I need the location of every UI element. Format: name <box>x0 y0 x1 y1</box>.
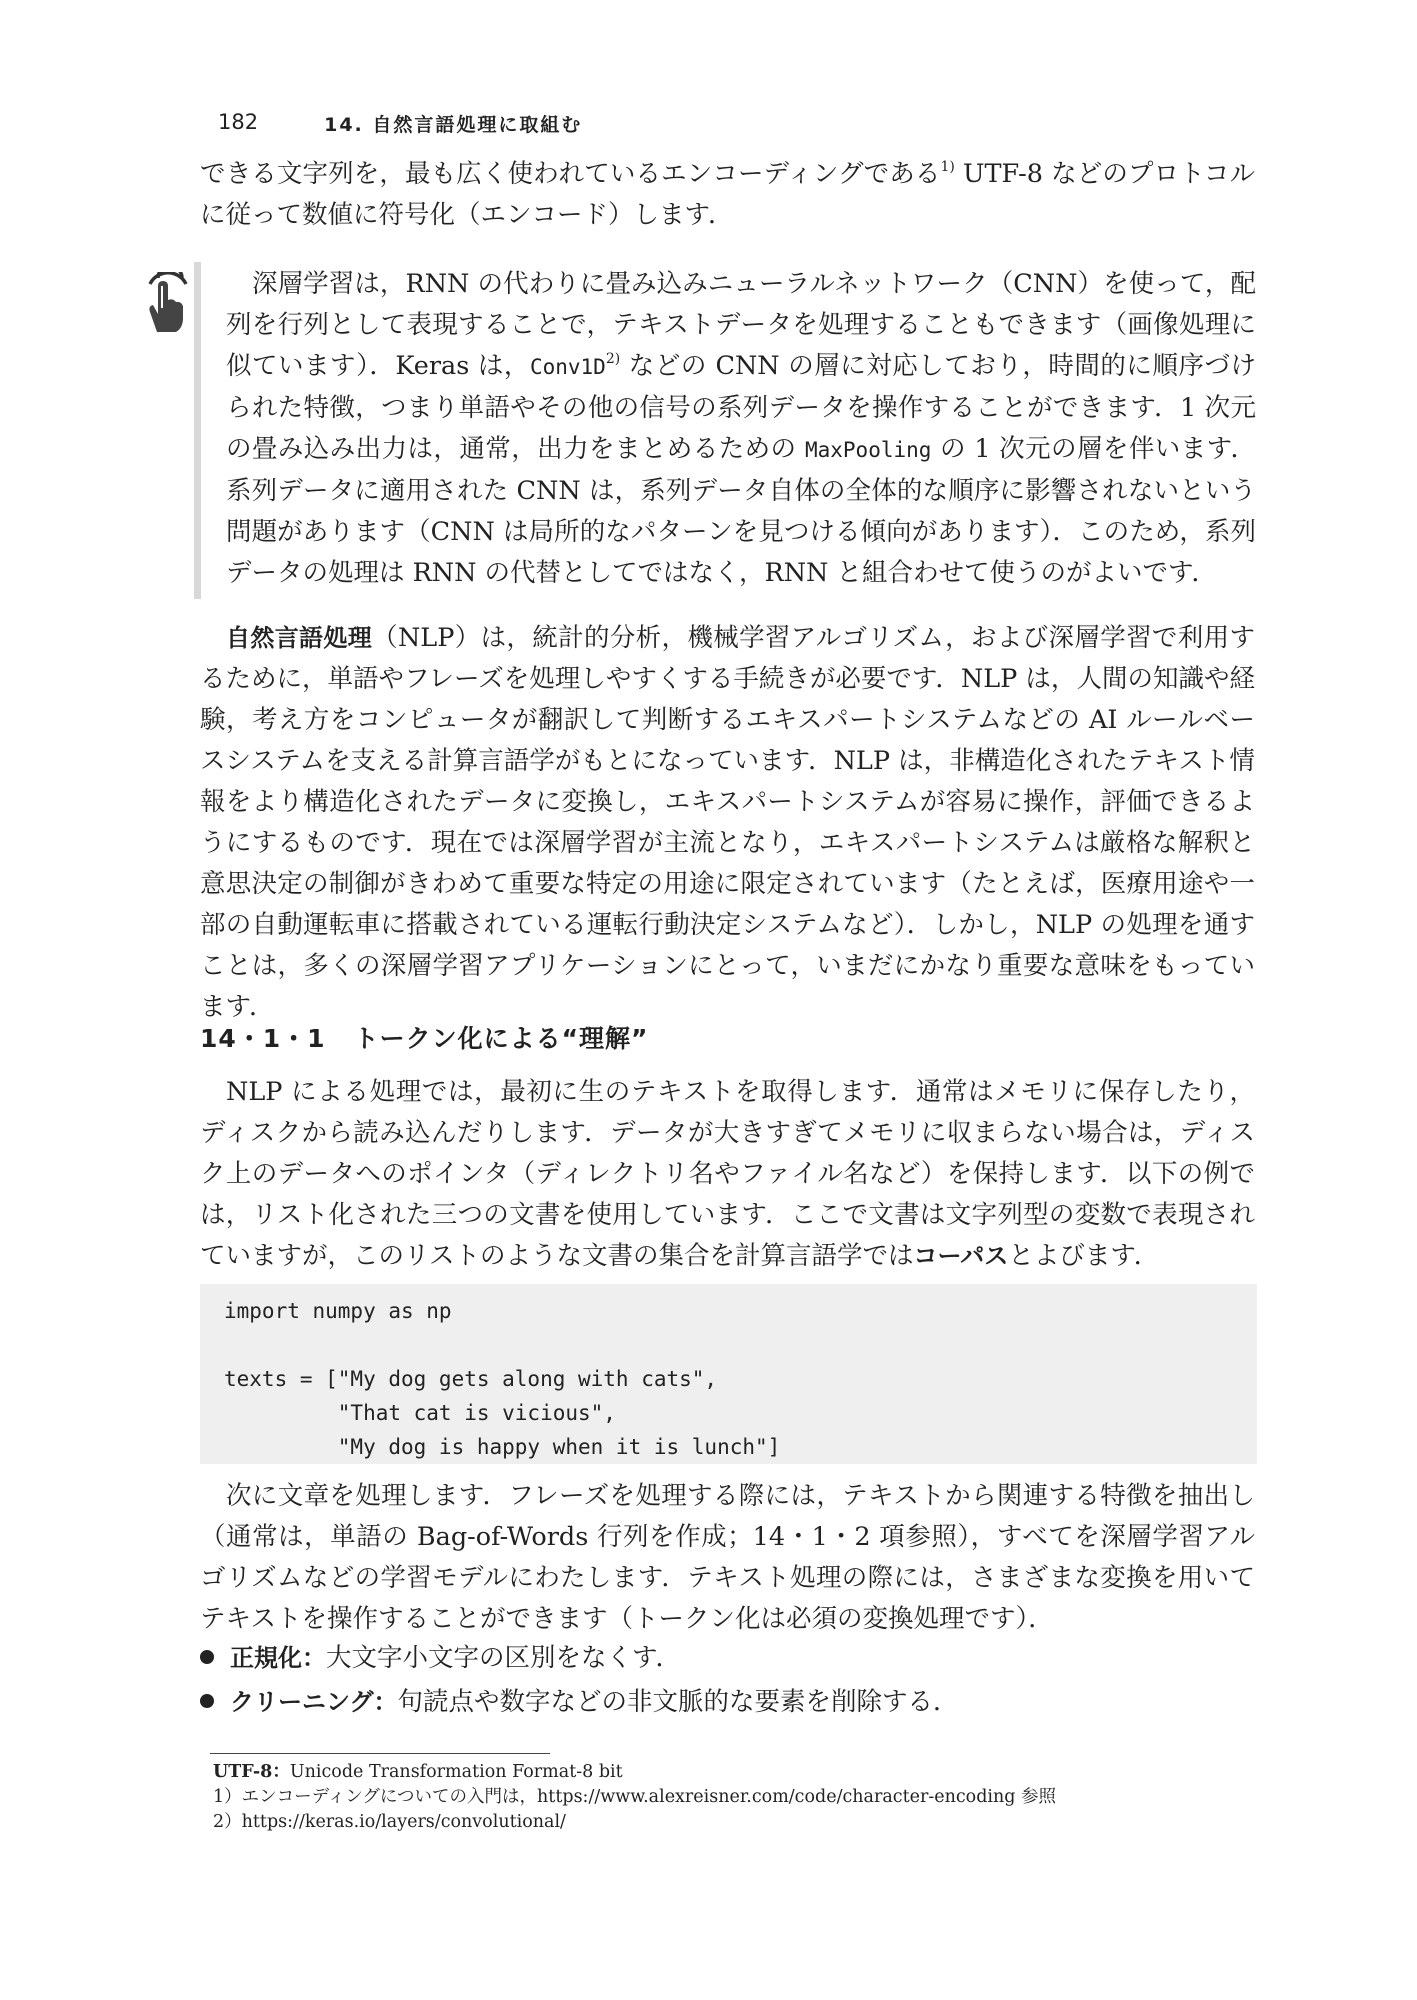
chapter-title: 14. 自然言語処理に取組む <box>324 114 583 136</box>
note-paragraph <box>226 264 1256 594</box>
code-line: "That cat is vicious", <box>224 1401 616 1425</box>
code-line: "My dog is happy when it is lunch"] <box>224 1435 781 1459</box>
footnote-divider <box>210 1753 550 1754</box>
footnote-utf8 <box>213 1760 623 1784</box>
section-heading <box>200 1019 648 1055</box>
nlp-term: 自然言語処理 <box>226 624 373 652</box>
footnote-ref-1[interactable]: 1) <box>940 158 955 175</box>
list-item <box>200 1640 681 1676</box>
bullet-text: 大文字小文字の区別をなくす． <box>326 1643 681 1673</box>
bullet-term: 正規化： <box>230 1644 326 1672</box>
footnote-utf8-term: UTF-8： <box>213 1762 290 1782</box>
nlp-paragraph <box>200 618 1255 1028</box>
page-header <box>218 110 582 137</box>
code-listing <box>224 1294 780 1464</box>
processing-paragraph <box>200 1476 1255 1640</box>
note-text-2: などの CNN の層に対応しており，時間的に順序づけられた特徴，つまり単語やその他の信号の系列データを操作することができます．1 次元の畳み込み出力は，通常，出力をまとめるための <box>226 351 1256 464</box>
page-number: 182 <box>218 110 259 134</box>
bullet-icon <box>200 1694 214 1708</box>
touch-hand-icon <box>140 272 188 334</box>
intro-paragraph <box>200 154 1255 236</box>
conv1d-code: Conv1D <box>529 355 606 379</box>
code-line: import numpy as np <box>224 1299 452 1323</box>
intro-text-1: できる文字列を，最も広く使われているエンコーディングである <box>200 159 941 189</box>
code-block <box>200 1284 1257 1464</box>
tokenization-text: NLP による処理では，最初に生のテキストを取得します．通常はメモリに保存したり，ディスクから読み込んだりします．データが大きすぎてメモリに収まらない場合は，ディスク上のデータへのポインタ（ディレクトリ名やファイル名など）を保持します．以下の例では，リスト化された三つの文書を使用しています．ここで文書は文字列型の変数で表現されていますが，このリストのような文書の集合を計算言語学では <box>200 1077 1255 1271</box>
section-number: 14・1・1 <box>200 1024 326 1053</box>
note-text-3: の 1 次元の層を伴います．系列データに適用された CNN は，系列データ自体の全体的な順序に影響されないという問題があります（CNN は局所的なパターンを見つける傾向があります）．このため，系列データの処理は RNN の代替としてではなく，RNN と組合わせて使うのがよいです． <box>226 434 1256 588</box>
footnote-utf8-text: Unicode Transformation Format-8 bit <box>289 1762 623 1782</box>
corpus-term: コーパス <box>913 1242 1009 1270</box>
intro-text-2: UTF-8 などのプロトコルに従って数値に符号化（エンコード）します． <box>200 159 1255 230</box>
list-item <box>200 1684 959 1720</box>
maxpooling-code: MaxPooling <box>804 438 932 462</box>
tokenization-paragraph <box>200 1072 1255 1277</box>
note-text-1: 深層学習は，RNN の代わりに畳み込みニューラルネットワーク（CNN）を使って，配列を行列として表現することで，テキストデータを処理することもできます（画像処理に似ています）．Keras は， <box>226 269 1256 381</box>
processing-text: 次に文章を処理します．フレーズを処理する際には，テキストから関連する特徴を抽出し（通常は，単語の Bag-of-Words 行列を作成；14・1・2 項参照），すべてを深層学習アルゴリズムなどの学習モデルにわたします．テキスト処理の際には，さまざまな変換を用いてテキストを操作することができます（トークン化は必須の変換処理です）． <box>200 1481 1255 1634</box>
footnote-ref-2[interactable]: 2) <box>605 350 621 367</box>
footnote-1[interactable]: 1）エンコーディングについての入門は，https://www.alexreisner.com/code/character-encoding 参照 <box>213 1787 1057 1807</box>
bullet-term: クリーニング： <box>230 1688 398 1716</box>
bullet-text: 句読点や数字などの非文脈的な要素を削除する． <box>397 1687 959 1717</box>
bullet-icon <box>200 1650 214 1664</box>
section-title: トークン化による“理解” <box>353 1024 649 1053</box>
footnote-2[interactable]: 2）https://keras.io/layers/convolutional/ <box>213 1812 566 1832</box>
note-side-bar <box>194 262 201 599</box>
code-line: texts = ["My dog gets along with cats", <box>224 1367 718 1391</box>
tokenization-tail: とよびます． <box>1008 1241 1160 1271</box>
nlp-text: （NLP）は，統計的分析，機械学習アルゴリズム，および深層学習で利用するために，単語やフレーズを処理しやすくする手続きが必要です．NLP は，人間の知識や経験，考え方をコンピュータが翻訳して判断するエキスパートシステムなどの AI ルールベースシステムを支える計算言語学がもとになっています．NLP は，非構造化されたテキスト情報をより構造化されたデータに変換し，エキスパートシステムが容易に操作，評価できるようにするものです．現在では深層学習が主流となり，エキスパートシステムは厳格な解釈と意思決定の制御がきわめて重要な特定の用途に限定されています（たとえば，医療用途や一部の自動運転車に搭載されている運転行動決定システムなど）．しかし，NLP の処理を通すことは，多くの深層学習アプリケーションにとって，いまだにかなり重要な意味をもっています． <box>200 623 1255 1022</box>
